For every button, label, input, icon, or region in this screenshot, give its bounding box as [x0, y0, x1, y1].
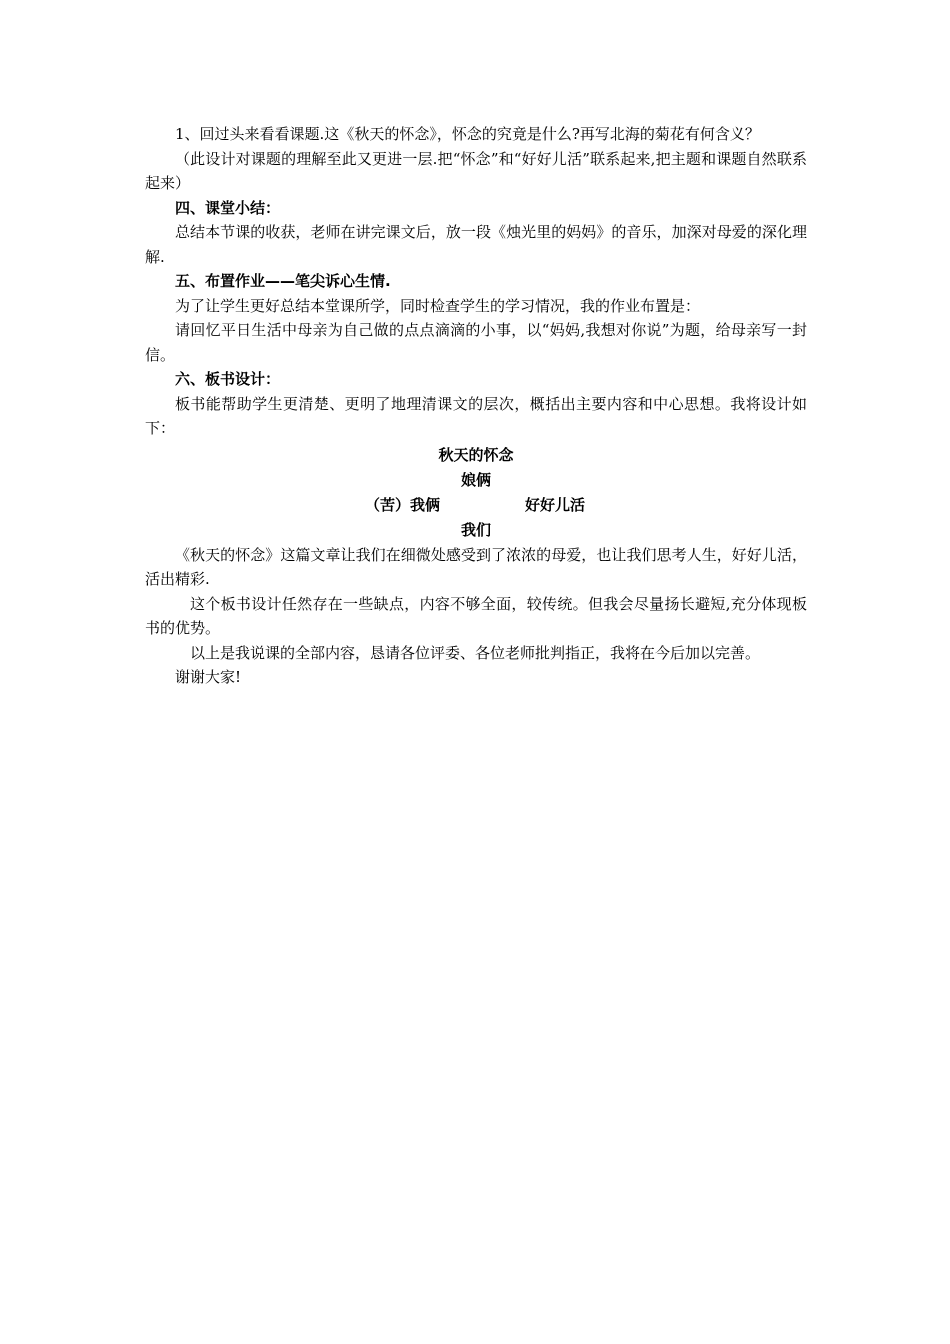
board-line-mother-son: 娘俩: [460, 470, 491, 489]
heading-board-design: 六、板书设计：: [175, 370, 281, 388]
heading-summary: 四、课堂小结：: [175, 198, 281, 217]
board-design: [145, 443, 807, 543]
paragraph-homework-intro: 为了让学生更好总结本堂课所学，同时检查学生的学习情况，我的作业布置是：: [175, 296, 701, 315]
paragraph-board-intro: 板书能帮助学生更清楚、更明了地理清课文的层次，概括出主要内容和中心思想。我将设计如下：: [145, 394, 807, 437]
document-page: [145, 122, 807, 690]
paragraph-summary: 总结本节课的收获，老师在讲完课文后，放一段《烛光里的妈妈》的音乐，加深对母爱的深化理解.: [145, 223, 807, 266]
board-line-right: 好好儿活: [525, 495, 586, 514]
paragraph-shortcomings: 这个板书设计任然存在一些缺点，内容不够全面，较传统。但我会尽量扬长避短,充分体现板书的优势。: [145, 594, 807, 637]
heading-homework: 五、布置作业——笔尖诉心生情.: [175, 272, 391, 290]
paragraph-closing: 以上是我说课的全部内容，恳请各位评委、各位老师批判指正，我将在今后加以完善。: [190, 643, 761, 662]
board-title: 秋天的怀念: [438, 445, 514, 464]
paragraph-question: 1、回过头来看看课题.这《秋天的怀念》，怀念的究竟是什么?再写北海的菊花有何含义？: [175, 125, 760, 143]
board-line-us: 我们: [460, 520, 491, 539]
board-line-split: [145, 493, 807, 518]
paragraph-homework-task: 请回忆平日生活中母亲为自己做的点点滴滴的小事，以“妈妈,我想对你说”为题，给母亲写一封信。: [145, 321, 807, 364]
paragraph-design-note: （此设计对课题的理解至此又更进一层.把“怀念”和“好好儿活”联系起来,把主题和课题自然联系起来）: [145, 149, 807, 192]
paragraph-conclusion: 《秋天的怀念》这篇文章让我们在细微处感受到了浓浓的母爱，也让我们思考人生，好好儿活，活出精彩.: [145, 545, 807, 588]
board-line-left: （苦）我俩: [365, 495, 441, 514]
paragraph-thanks: 谢谢大家!: [175, 668, 242, 686]
